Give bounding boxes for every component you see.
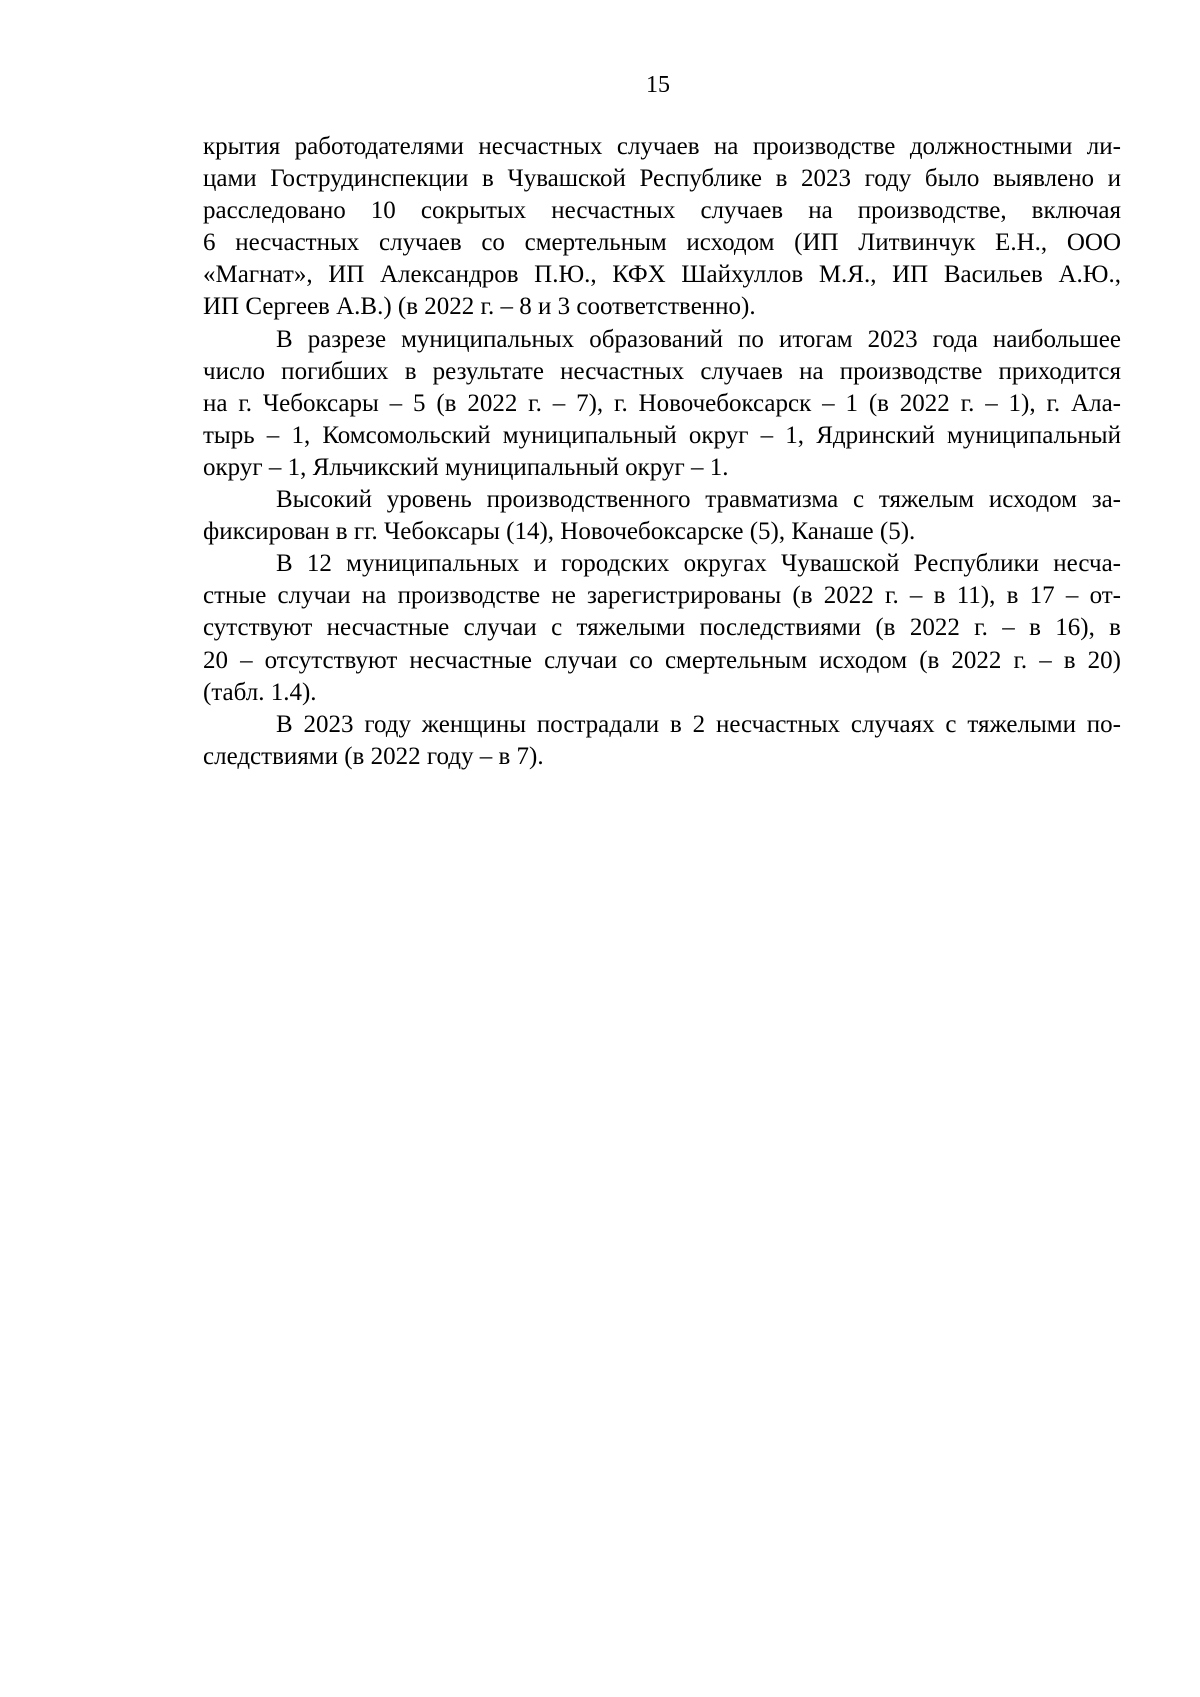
text-line: тырь – 1, Комсомольский муниципальный округ – 1, Ядринский муниципальный <box>203 421 1121 449</box>
text-line: сутствуют несчастные случаи с тяжелыми последствиями (в 2022 г. – в 16), в <box>203 614 1121 642</box>
paragraph-municipal-fatalities <box>203 324 1121 484</box>
text-line: на г. Чебоксары – 5 (в 2022 г. – 7), г. Новочебоксарск – 1 (в 2022 г. – 1), г. Ала- <box>203 389 1121 417</box>
paragraph-severe-injuries <box>203 484 1121 548</box>
text-line: следствиями (в 2022 году – в 7). <box>203 742 544 770</box>
text-line: «Магнат», ИП Александров П.Ю., КФХ Шайхуллов М.Я., ИП Васильев А.Ю., <box>203 261 1121 289</box>
text-line: ИП Сергеев А.В.) (в 2022 г. – 8 и 3 соответственно). <box>203 293 756 321</box>
text-line: 20 – отсутствуют несчастные случаи со смертельным исходом (в 2022 г. – в 20) <box>203 646 1121 674</box>
page-number: 15 <box>646 72 670 98</box>
text-line: (табл. 1.4). <box>203 678 317 706</box>
text-line: расследовано 10 сокрытых несчастных случаев на производстве, включая <box>203 197 1121 225</box>
text-line: фиксирован в гг. Чебоксары (14), Новочебоксарске (5), Канаше (5). <box>203 518 916 546</box>
text-line: число погибших в результате несчастных случаев на производстве приходится <box>203 357 1121 385</box>
paragraph-women-injured <box>203 709 1121 773</box>
text-line: цами Гострудинспекции в Чувашской Республике в 2023 году было выявлено и <box>203 165 1121 193</box>
text-line: В разрезе муниципальных образований по итогам 2023 года наибольшее <box>276 325 1121 353</box>
text-line: стные случаи на производстве не зарегистрированы (в 2022 г. – в 11), в 17 – от- <box>203 582 1121 610</box>
body-text <box>203 131 1121 773</box>
text-line: Высокий уровень производственного травматизма с тяжелым исходом за- <box>276 486 1121 514</box>
text-line: В 12 муниципальных и городских округах Чувашской Республики несча- <box>276 550 1121 578</box>
text-line: 6 несчастных случаев со смертельным исходом (ИП Литвинчук Е.Н., ООО <box>203 229 1121 257</box>
paragraph-concealed-accidents <box>203 131 1121 324</box>
paragraph-districts-without-accidents <box>203 548 1121 708</box>
text-line: В 2023 году женщины пострадали в 2 несчастных случаях с тяжелыми по- <box>276 710 1121 738</box>
text-line: крытия работодателями несчастных случаев на производстве должностными ли- <box>203 133 1121 160</box>
text-line: округ – 1, Яльчикский муниципальный округ – 1. <box>203 453 729 481</box>
